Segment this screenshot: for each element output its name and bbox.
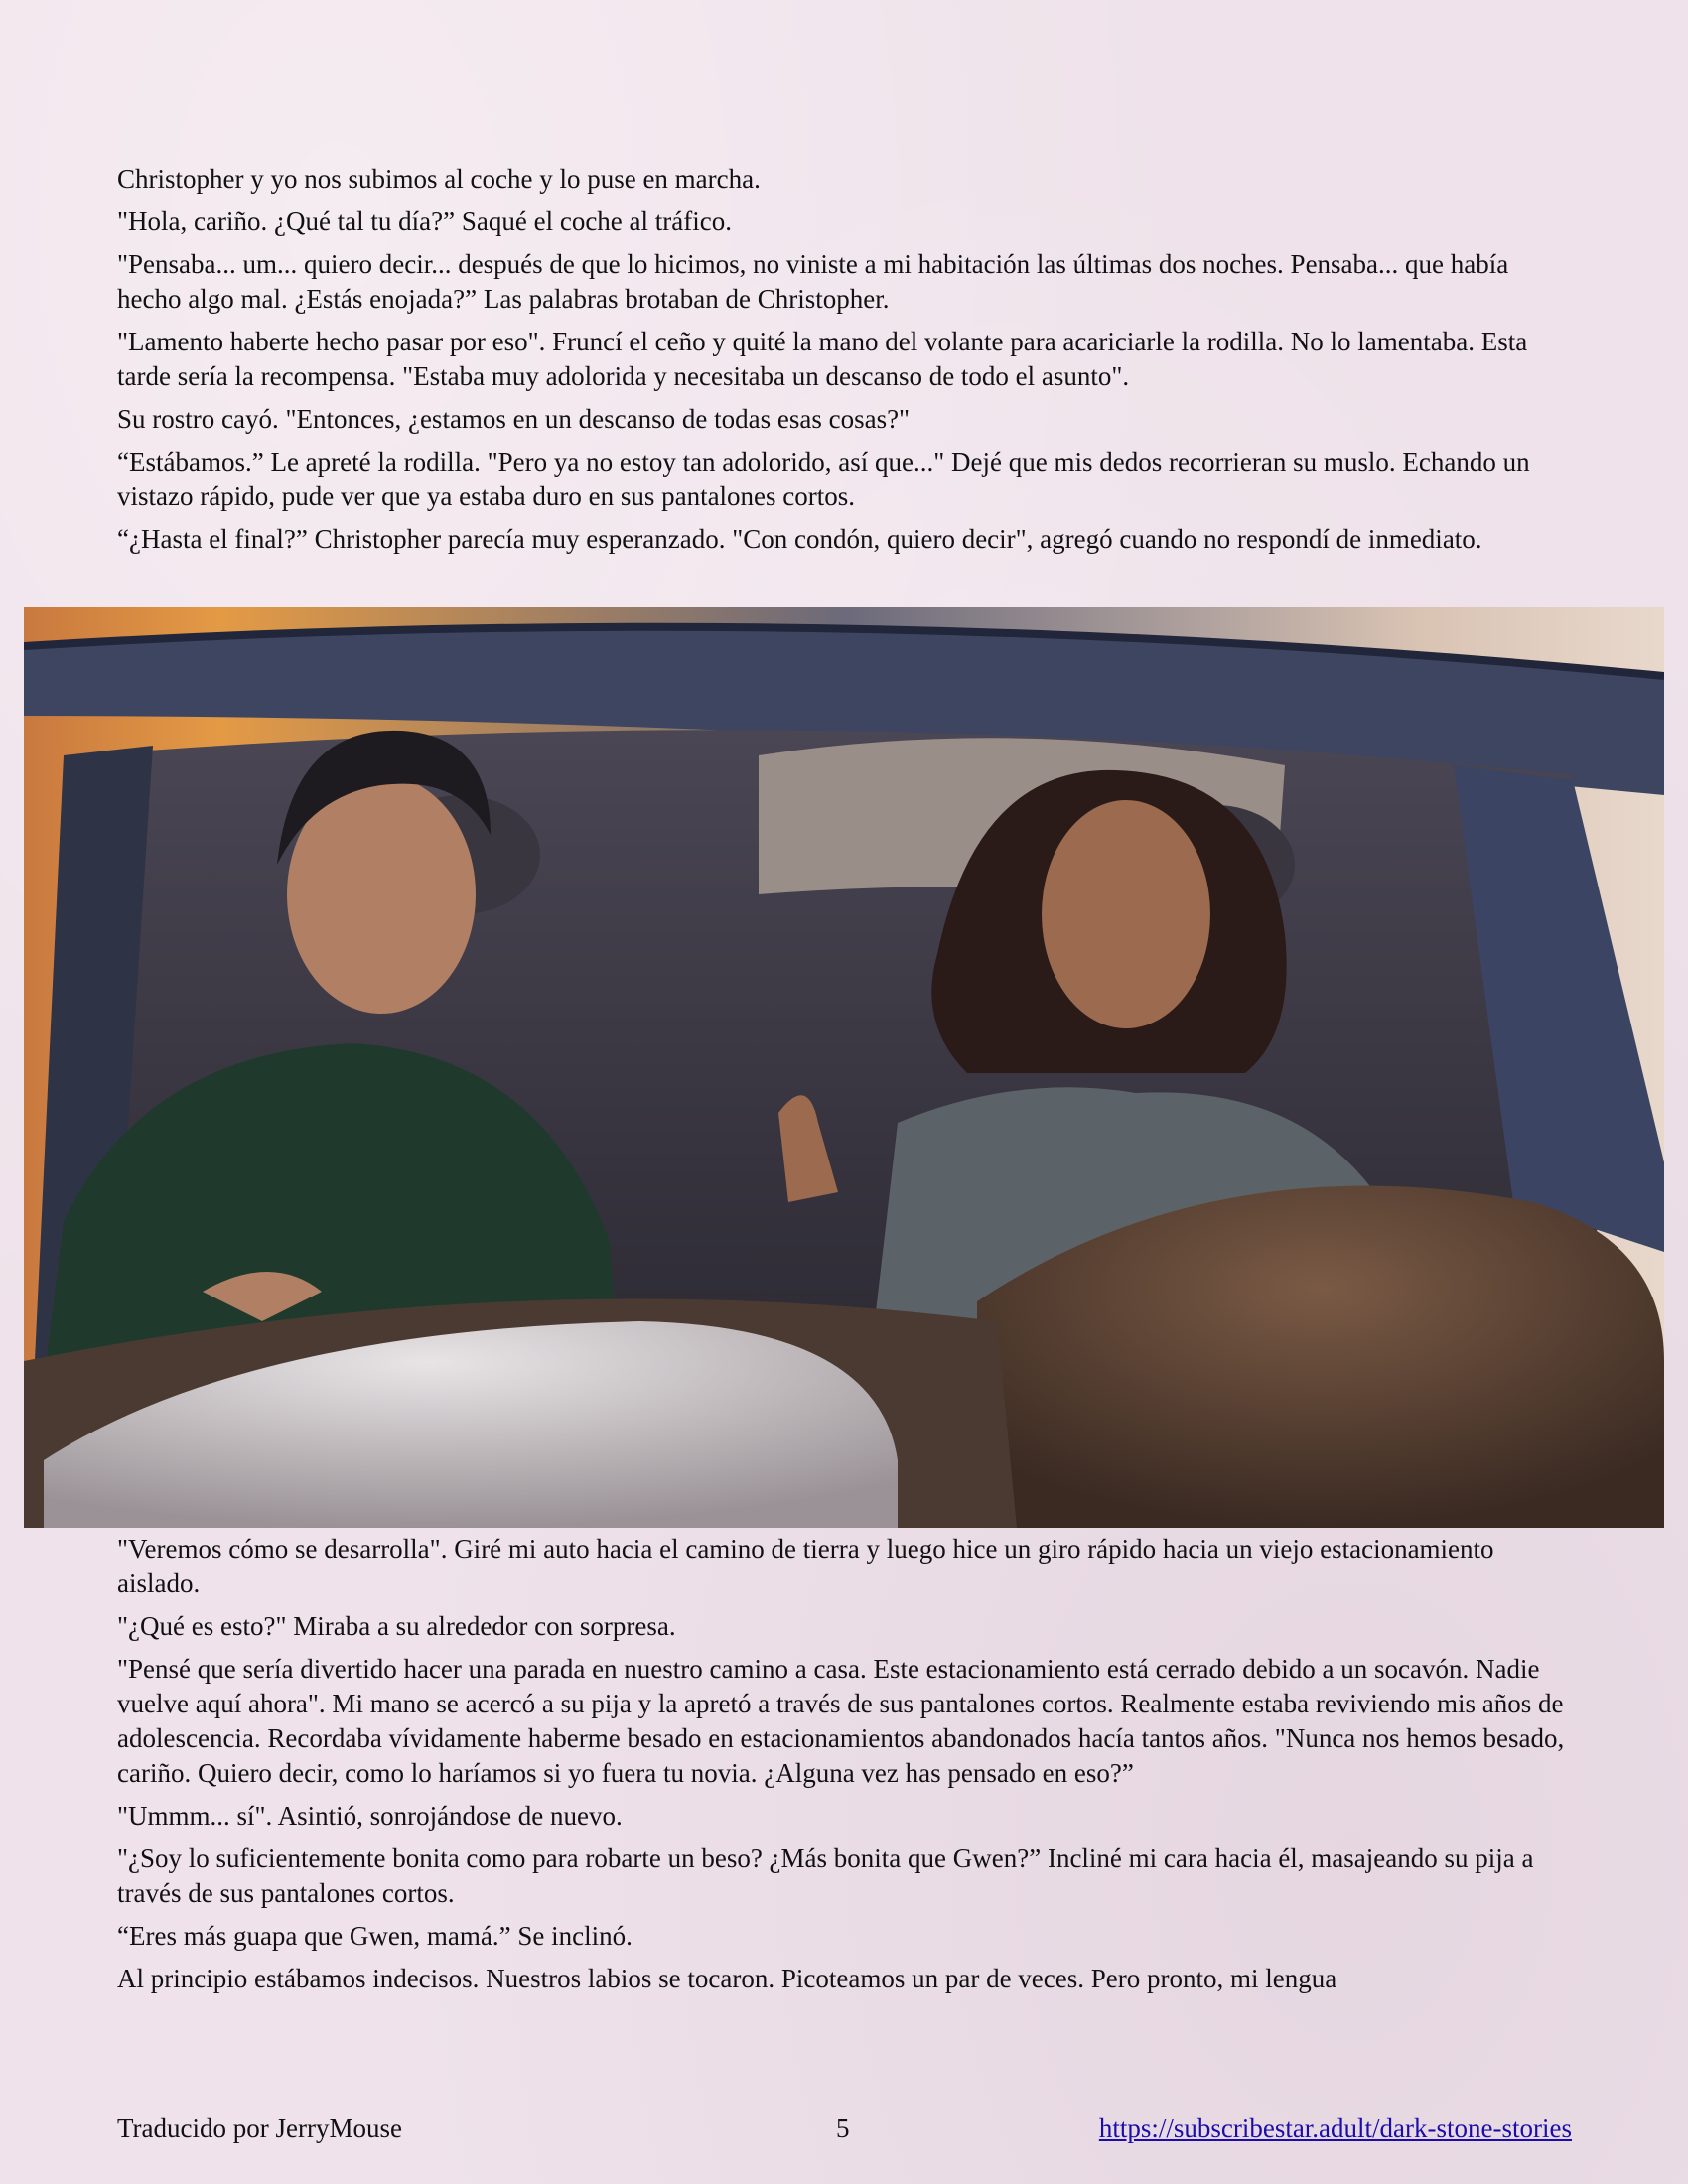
paragraph: “Eres más guapa que Gwen, mamá.” Se inclinó. — [117, 1921, 633, 1951]
top-text-block — [117, 162, 1577, 565]
page-number: 5 — [836, 2114, 850, 2143]
paragraph: “¿Hasta el final?” Christopher parecía muy esperanzado. "Con condón, quiero decir", agregó cuando no respondí de inmediato. — [117, 524, 1482, 554]
paragraph: "Veremos cómo se desarrolla". Giré mi auto hacia el camino de tierra y luego hice un giro rápido hacia un viejo estacionamiento aislado. — [117, 1534, 1494, 1598]
bottom-text-block — [117, 1532, 1577, 2004]
paragraph: “Estábamos.” Le apreté la rodilla. "Pero ya no estoy tan adolorido, así que..." Dejé que mis dedos recorrieran su muslo. Echando un vistazo rápido, pude ver que ya estaba duro en sus pantalones cortos. — [117, 447, 1530, 511]
translator-credit: Traducido por JerryMouse — [117, 2114, 402, 2143]
paragraph: Su rostro cayó. "Entonces, ¿estamos en un descanso de todas esas cosas?" — [117, 404, 911, 434]
paragraph: "¿Qué es esto?" Miraba a su alrededor con sorpresa. — [117, 1611, 676, 1641]
car-scene-illustration — [24, 607, 1664, 1528]
subscribestar-link[interactable]: https://subscribestar.adult/dark-stone-stories — [1098, 2114, 1572, 2143]
paragraph: "Pensaba... um... quiero decir... después de que lo hicimos, no viniste a mi habitación las últimas dos noches. Pensaba... que había hecho algo mal. ¿Estás enojada?” Las palabras brotaban de Christopher. — [117, 249, 1509, 314]
paragraph: "Ummm... sí". Asintió, sonrojándose de nuevo. — [117, 1801, 623, 1831]
paragraph: "Hola, cariño. ¿Qué tal tu día?” Saqué el coche al tráfico. — [117, 206, 732, 236]
paragraph: Al principio estábamos indecisos. Nuestros labios se tocaron. Picoteamos un par de veces. Pero pronto, mi lengua — [117, 1964, 1337, 1993]
paragraph: "Lamento haberte hecho pasar por eso". Fruncí el ceño y quité la mano del volante para acariciarle la rodilla. No lo lamentaba. Esta tarde sería la recompensa. "Estaba muy adolorida y necesitaba un descanso de todo el asunto". — [117, 327, 1528, 391]
paragraph: Christopher y yo nos subimos al coche y lo puse en marcha. — [117, 164, 761, 194]
page-footer — [117, 2111, 1572, 2146]
paragraph: "Pensé que sería divertido hacer una parada en nuestro camino a casa. Este estacionamiento está cerrado debido a un socavón. Nadie vuelve aquí ahora". Mi mano se acercó a su pija y la apretó a través de sus pantalones cortos. Realmente estaba reviviendo mis años de adolescencia. Recordaba vívidamente haberme besado en estacionamientos abandonados hacía tantos años. "Nunca nos hemos besado, cariño. Quiero decir, como lo haríamos si yo fuera tu novia. ¿Alguna vez has pensado en eso?” — [117, 1654, 1565, 1788]
paragraph: "¿Soy lo suficientemente bonita como para robarte un beso? ¿Más bonita que Gwen?” Incliné mi cara hacia él, masajeando su pija a través de sus pantalones cortos. — [117, 1843, 1534, 1908]
